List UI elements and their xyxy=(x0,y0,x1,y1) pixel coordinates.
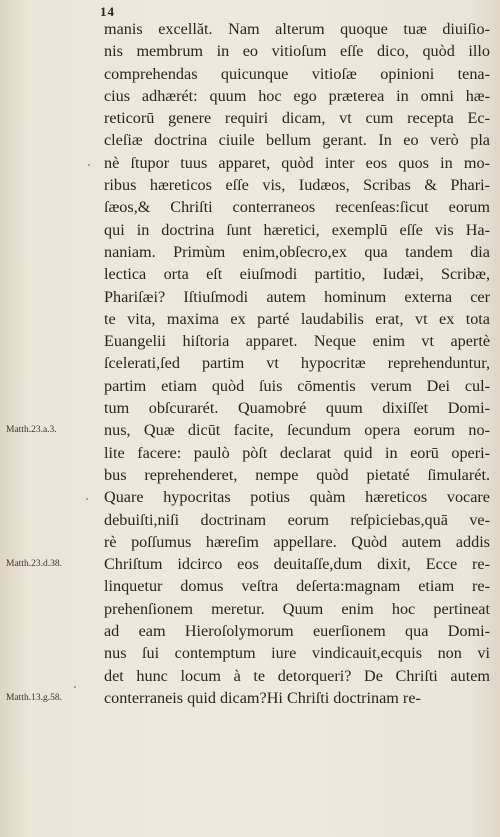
margin-note: Matth.13.g.58. xyxy=(6,693,62,703)
text-line: Chriſtum idcirco eos deuitaſſe,dum dixit, Ecce re- xyxy=(104,555,490,574)
text-line: manis excellăt. Nam alterum quoque tuæ diuiſio- xyxy=(104,20,490,38)
text-line: nis membrum in eo vitioſum eſſe dico, quòd illo xyxy=(104,42,490,61)
page-number: 14 xyxy=(100,4,115,19)
text-line: debuiſti,niſi doctrinam eorum reſpiciebas,quā ve- xyxy=(104,510,490,529)
text-line: cius adhærét: quum hoc ego præterea in omni hæ- xyxy=(104,86,490,105)
text-line: prehenſionem meretur. Quum enim hoc pertineat xyxy=(104,599,490,618)
text-line: lite facere: paulò pòſt declarat quid in eorū operi- xyxy=(104,443,490,462)
text-line: Quare hypocritas potius quàm hæreticos vocare xyxy=(104,488,490,507)
text-line: conterraneis quid dicam?Hi Chriſti doctrinam re- xyxy=(104,688,421,707)
ink-speck xyxy=(88,164,90,166)
text-line: reticorū genere requiri dicam, vt cum recepta Ec- xyxy=(104,109,490,128)
text-line: rè poſſumus hæreſim appellare. Quòd autem addis xyxy=(104,532,490,551)
text-line: naniam. Primùm enim,obſecro,ex qua tandem dia xyxy=(104,242,490,261)
text-line: Euangelii hiſtoria apparet. Neque enim vt apertè xyxy=(104,332,490,351)
text-line: qui in doctrina ſunt hæretici, exemplū eſſe vis Ha- xyxy=(104,220,490,239)
text-line: cleſiæ doctrina ciuile bellum gerant. In eo verò pla xyxy=(104,131,490,150)
text-line: det hunc locum à te detorqueri? De Chriſti autem xyxy=(104,666,490,685)
text-line: tum obſcurarét. Quamobré quum dixiſſet Domi- xyxy=(104,399,490,418)
text-line: ſcelerati,ſed partim vt hypocritæ reprehenduntur, xyxy=(104,354,490,373)
margin-note: Matth.23.d.38. xyxy=(6,559,62,570)
text-line: nus ſui contemptum iure vindicauit,ecquis non vi xyxy=(104,644,490,663)
text-line: nus, Quæ dicūt facite, ſecundum opera eorum no- xyxy=(104,421,490,440)
ink-speck xyxy=(74,686,76,688)
text-line: linquetur domus veſtra deſerta:magnam etiam re- xyxy=(104,577,490,596)
body-text xyxy=(104,18,490,709)
text-line: ſæos,& Chriſti conterraneos recenſeas:ſicut eorum xyxy=(104,198,490,217)
text-line: bus reprehenderet, nempe quòd pietaté ſimularét. xyxy=(104,465,490,484)
text-line: nè ſtupor tuus apparet, quòd inter eos quos in mo- xyxy=(104,153,490,172)
text-line: te vita, maxima ex parté laudabilis erat, vt ex tota xyxy=(104,309,490,328)
text-line: comprehendas quicunque vitioſæ opinioni tena- xyxy=(104,64,490,83)
margin-note: Matth.23.a.3. xyxy=(6,425,57,436)
text-line: ribus hæreticos eſſe vis, Iudæos, Scribas & Phari- xyxy=(104,176,490,195)
text-line: partim etiam quòd ſuis cōmentis verum Dei cul- xyxy=(104,376,490,395)
text-line: Phariſæi? Iſtiuſmodi autem hominum externa cer xyxy=(104,287,490,306)
text-line: ad eam Hieroſolymorum euerſionem qua Domi- xyxy=(104,622,490,641)
ink-speck xyxy=(86,498,88,500)
text-line: lectica orta eſt eiuſmodi partitio, Iudæi, Scribæ, xyxy=(104,265,490,284)
